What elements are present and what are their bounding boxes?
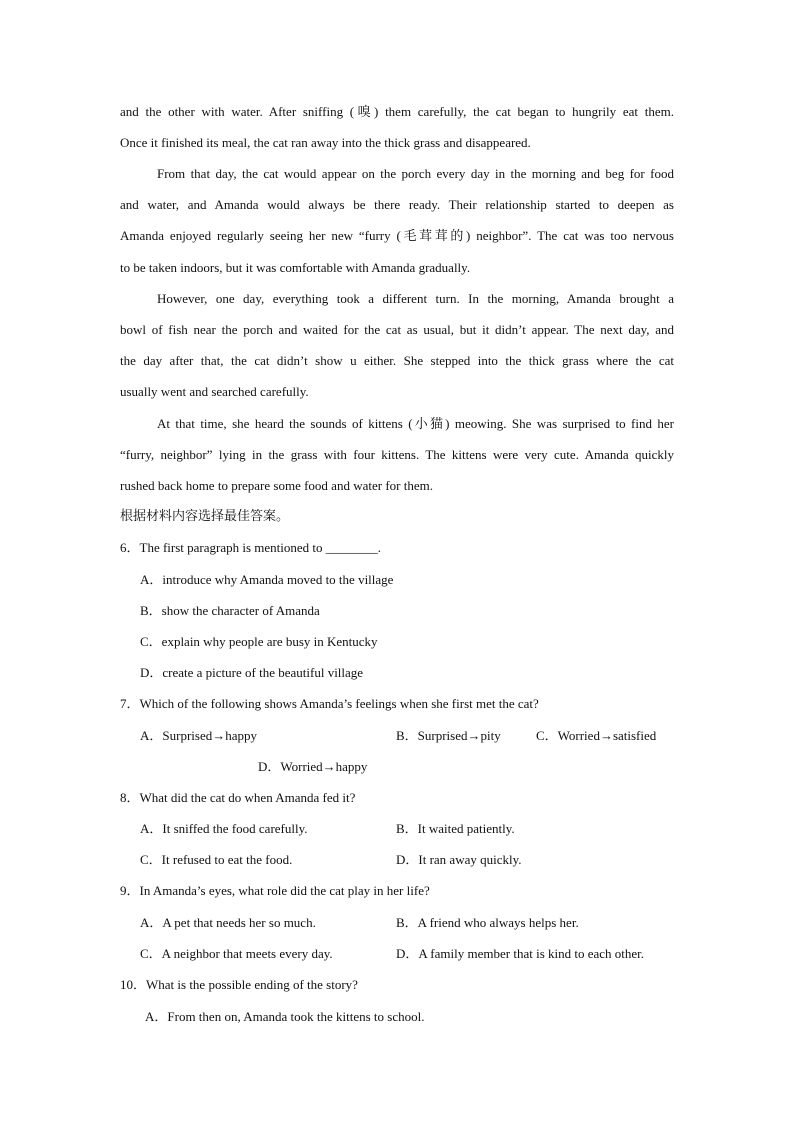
question-stem: 7．Which of the following shows Amanda’s feelings when she first met the cat? [120, 696, 539, 711]
question-stem: 10．What is the possible ending of the story? [120, 977, 358, 992]
answer-option[interactable]: A．Surprised→happy [140, 728, 257, 743]
answer-option[interactable]: C．A neighbor that meets every day. [140, 946, 333, 961]
answer-option[interactable]: A．It sniffed the food carefully. [140, 821, 308, 836]
answer-option[interactable]: D．It ran away quickly. [396, 852, 522, 867]
passage-line: “furry, neighbor” lying in the grass with four kittens. The kittens were very cute. Amanda quickly [120, 447, 674, 462]
question-stem: 8．What did the cat do when Amanda fed it? [120, 790, 356, 805]
passage-line: and the other with water. After sniffing (嗅) them carefully, the cat began to hungrily eat them. [120, 104, 674, 119]
answer-option[interactable]: A．introduce why Amanda moved to the village [140, 572, 394, 587]
passage-line: bowl of fish near the porch and waited for the cat as usual, but it didn’t appear. The next day, and [120, 322, 674, 337]
answer-option[interactable]: C．explain why people are busy in Kentucky [140, 634, 378, 649]
passage-line: Once it finished its meal, the cat ran away into the thick grass and disappeared. [120, 135, 531, 150]
answer-option[interactable]: B．show the character of Amanda [140, 603, 320, 618]
answer-option[interactable]: D．Worried→happy [258, 759, 368, 774]
question-stem: 6．The first paragraph is mentioned to ________. [120, 540, 382, 555]
passage-line: rushed back home to prepare some food and water for them. [120, 478, 433, 493]
instruction-text: 根据材料内容选择最佳答案。 [120, 509, 290, 524]
passage-line: From that day, the cat would appear on the porch every day in the morning and beg for food [157, 166, 674, 181]
passage-line: However, one day, everything took a different turn. In the morning, Amanda brought a [157, 291, 674, 306]
question-stem: 9．In Amanda’s eyes, what role did the cat play in her life? [120, 883, 430, 898]
answer-option[interactable]: D．A family member that is kind to each other. [396, 946, 645, 961]
answer-option[interactable]: C．Worried→satisfied [536, 728, 657, 743]
answer-option[interactable]: D．create a picture of the beautiful village [140, 665, 364, 680]
passage-line: and water, and Amanda would always be there ready. Their relationship started to deepen as [120, 197, 674, 212]
passage-line: to be taken indoors, but it was comfortable with Amanda gradually. [120, 260, 471, 275]
answer-option[interactable]: C．It refused to eat the food. [140, 852, 293, 867]
passage-line: usually went and searched carefully. [120, 384, 309, 399]
answer-option[interactable]: B．Surprised→pity [396, 728, 501, 743]
answer-option[interactable]: B．A friend who always helps her. [396, 915, 579, 930]
answer-option[interactable]: A．A pet that needs her so much. [140, 915, 316, 930]
passage-line: Amanda enjoyed regularly seeing her new “furry (毛茸茸的) neighbor”. The cat was too nervous [120, 228, 674, 243]
passage-line: the day after that, the cat didn’t show u either. She stepped into the thick grass where the cat [120, 353, 674, 368]
answer-option[interactable]: B．It waited patiently. [396, 821, 515, 836]
passage-line: At that time, she heard the sounds of kittens (小猫) meowing. She was surprised to find her [157, 416, 674, 431]
answer-option[interactable]: A．From then on, Amanda took the kittens to school. [145, 1009, 425, 1024]
